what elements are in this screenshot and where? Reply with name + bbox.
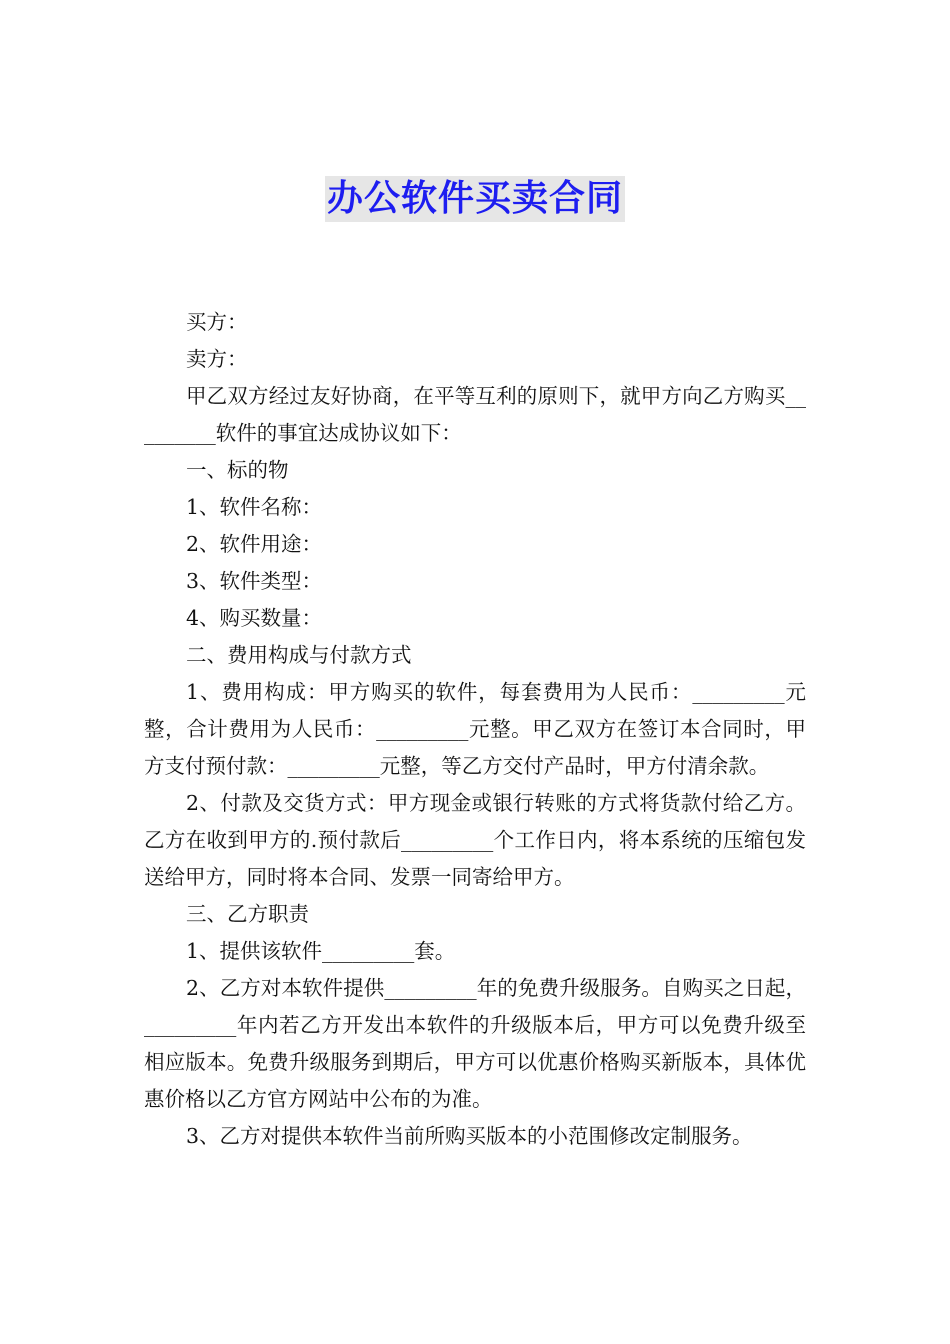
document-title: 办公软件买卖合同 [325,176,625,222]
section-heading-subject: 一、标的物 [186,458,289,482]
duty-provide-software: 1、提供该软件_________套。 [186,939,456,963]
fee-composition-paragraph: 1、费用构成：甲方购买的软件，每套费用为人民币：_________元整，合计费用为人民币：_________元整。甲乙双方在签订本合同时，甲方支付预付款：_________元整，等乙方交付产品时，甲方付清余款。 [144,680,806,778]
title-container [0,176,950,222]
seller-line: 卖方： [186,347,248,371]
item-software-use: 2、软件用途： [186,532,323,556]
item-software-type: 3、软件类型： [186,569,323,593]
duty-customization-service: 3、乙方对提供本软件当前所购买版本的小范围修改定制服务。 [186,1124,753,1148]
document-body [144,304,806,1155]
item-software-name: 1、软件名称： [186,495,323,519]
payment-delivery-paragraph: 2、付款及交货方式：甲方现金或银行转账的方式将货款付给乙方。乙方在收到甲方的.预付款后_________个工作日内，将本系统的压缩包发送给甲方，同时将本合同、发票一同寄给甲方。 [144,791,806,889]
section-heading-seller-duties: 三、乙方职责 [186,902,309,926]
section-heading-fees: 二、费用构成与付款方式 [186,643,412,667]
item-purchase-quantity: 4、购买数量： [186,606,323,630]
preamble-paragraph: 甲乙双方经过友好协商，在平等互利的原则下，就甲方向乙方购买_________软件的事宜达成协议如下： [144,384,806,445]
duty-upgrade-service: 2、乙方对本软件提供_________年的免费升级服务。自购买之日起，_________年内若乙方开发出本软件的升级版本后，甲方可以免费升级至相应版本。免费升级服务到期后，甲方可以优惠价格购买新版本，具体优惠价格以乙方官方网站中公布的为准。 [144,976,806,1111]
buyer-line: 买方： [186,310,248,334]
